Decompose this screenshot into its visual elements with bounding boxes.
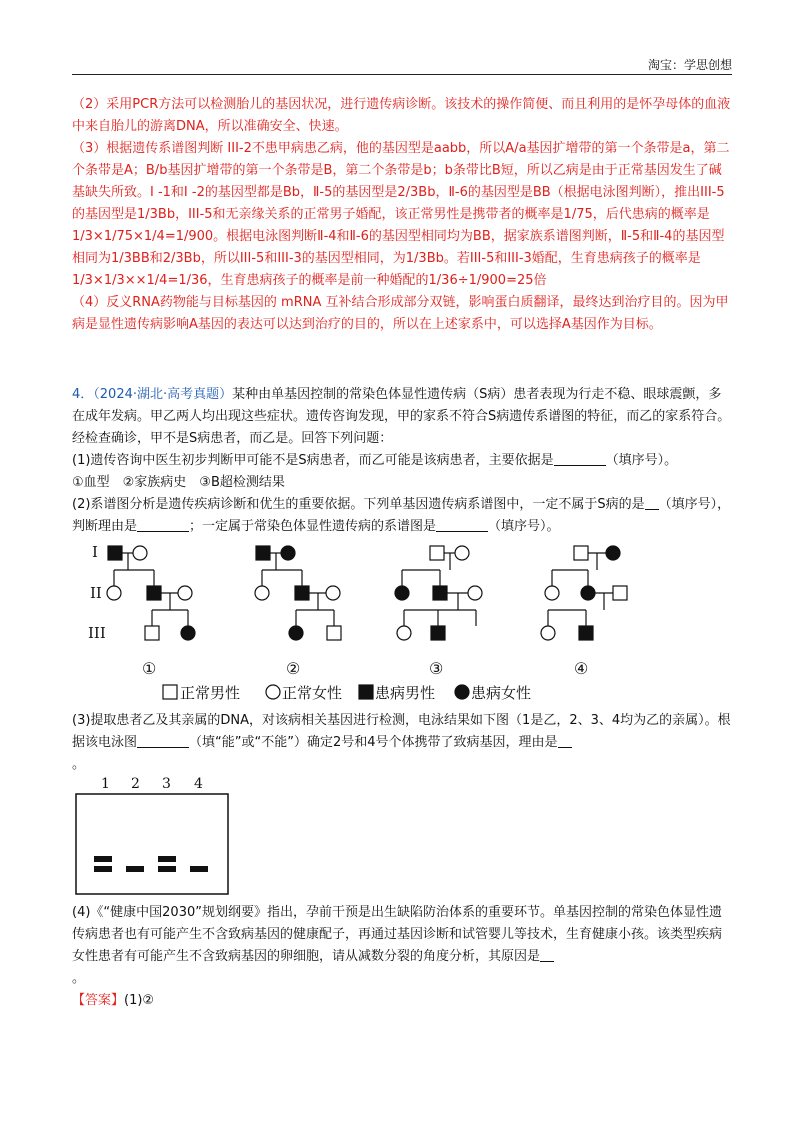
answer-blank — [436, 518, 488, 532]
generation-label: II — [90, 584, 102, 602]
lane-label-1: 1 — [101, 776, 110, 792]
explanation-part-4: （4）反义RNA药物能与目标基因的 mRNA 互补结合形成部分双链，影响蛋白质翻译，最终达到治疗目的。因为甲病是显性遗传病影响A基因的表达可以达到治疗的目的，所以在上述家系中，可以选择A基因作为目标。 — [72, 295, 729, 332]
explanation-part-2: （2）采用PCR方法可以检测胎儿的基因状况，进行遗传病诊断。该技术的操作简便、而且利用的是怀孕母体的血液中来自胎儿的游离DNA，所以准确安全、快速。 — [72, 97, 731, 134]
lane-label-2: 2 — [131, 776, 140, 792]
band-lane-3-lower — [158, 866, 176, 872]
pedigree-label-2: ② — [286, 659, 301, 678]
sub-question-2: (2)系谱图分析是遗传疾病诊断和优生的重要依据。下列单基因遗传病系谱图中，一定不属于S病的是 （填序号），判断理由是 ；一定属于常染色体显性遗传病的系谱图是 （填序号）。 — [72, 497, 731, 534]
answer-line — [72, 990, 732, 1012]
answer-blank — [558, 734, 572, 748]
legend-normal-female-symbol — [266, 685, 280, 699]
generation-label: I — [92, 543, 98, 561]
pedigree-label-1: ① — [142, 659, 157, 678]
answer-blank — [554, 452, 606, 466]
band-lane-2 — [126, 866, 144, 872]
previous-answer-explanation — [72, 94, 732, 336]
question-number: 4． — [72, 387, 94, 402]
legend-affected-male-symbol — [359, 685, 373, 699]
legend-affected-female-symbol — [455, 685, 469, 699]
generation-label: III — [88, 624, 106, 642]
lane-label-3: 3 — [162, 776, 171, 792]
band-lane-4 — [190, 866, 208, 872]
pedigree-charts — [90, 538, 710, 708]
answer-label: 【答案】 — [72, 993, 125, 1008]
answer-blank — [137, 518, 189, 532]
explanation-part-3: （3）根据遗传系谱图判断 III-2不患甲病患乙病，他的基因型是aabb，所以A/a基因扩增带的第一个条带是a，第二个条带是A；B/b基因扩增带的第一个条带是B，第二个条带是b；b条带比B短，所以乙病是由于正常基因发生了碱基缺失所致。Ⅰ -1和Ⅰ -2的基因型都是Bb，Ⅱ-5的基因型是2/3Bb，Ⅱ-6的基因型是BB（根据电泳图判断），推出III-5的基因型是1/3Bb，III-5和无亲缘关系的正常男子婚配，该正常男性是携带者的概率是1/75，后代患病的概率是1/3×1/75×1/4=1/900。根据电泳图判断Ⅱ-4和Ⅱ-6的基因型相同均为BB，据家族系谱图判断，Ⅱ-5和Ⅱ-4的基因型相同为1/3BB和2/3Bb，所以III-5和III-3的基因型相同，为1/3Bb。若III-5和III-3婚配，生育患病孩子的概率是1/3×1/3××1/4=1/36，生育患病孩子的概率是前一种婚配的1/36÷1/900=25倍 — [72, 141, 730, 288]
question-source: （2024·湖北·高考真题） — [93, 387, 233, 402]
sub-question-1: (1)遗传咨询中医生初步判断甲可能不是S病患者，而乙可能是该病患者，主要依据是 （填序号）。 — [72, 453, 678, 468]
band-lane-1-lower — [94, 866, 112, 872]
band-lane-3-upper — [158, 856, 176, 862]
legend-affected-male: 患病男性 — [375, 684, 436, 702]
band-lane-1-upper — [94, 856, 112, 862]
sub-question-4: (4)《“健康中国2030”规划纲要》指出，孕前干预是出生缺陷防治体系的重要环节。单基因控制的常染色体显性遗传病患者也有可能产生不含致病基因的健康配子，再通过基因诊断和试管婴儿等技术，生育健康小孩。该类型疾病女性患者有可能产生不含致病基因的卵细胞，请从减数分裂的角度分析，其原因是 。 【答案】(1)② — [72, 902, 732, 1012]
lane-label-4: 4 — [194, 776, 203, 792]
question-4-intro: 4．（2024·湖北·高考真题）某种由单基因控制的常染色体显性遗传病（S病）患者表现为行走不稳、眼球震颤，多在成年发病。甲乙两人均出现这些症状。遗传咨询发现，甲的家系不符合S病遗传系谱图的特征，而乙的家系符合。经检查确诊，甲不是S病患者，而乙是。回答下列问题： — [72, 387, 731, 446]
legend-normal-female: 正常女性 — [282, 684, 343, 702]
answer-blank — [645, 496, 659, 510]
sub-question-3: (3)提取患者乙及其亲属的DNA，对该病相关基因进行检测，电泳结果如下图（1是乙，2、3、4均为乙的亲属）。根据该电泳图 （填“能”或“不能”）确定2号和4号个体携带了致病基因，理由是 。 — [72, 713, 731, 772]
answer-blank — [137, 734, 189, 748]
gel-frame — [76, 794, 228, 894]
page-header: 淘宝：学思创想 — [72, 56, 732, 75]
legend-normal-male: 正常男性 — [180, 684, 241, 702]
pedigree-label-4: ④ — [574, 659, 589, 678]
question-4 — [72, 384, 732, 538]
legend-normal-male-symbol — [163, 685, 177, 699]
answer-text: (1)② — [124, 993, 155, 1008]
electrophoresis-gel — [74, 774, 234, 898]
legend-affected-female: 患病女性 — [471, 684, 532, 702]
pedigree-label-3: ③ — [429, 659, 444, 678]
answer-blank — [540, 948, 554, 962]
sub-question-1-options: ①血型 ②家族病史 ③B超检测结果 — [72, 475, 285, 490]
